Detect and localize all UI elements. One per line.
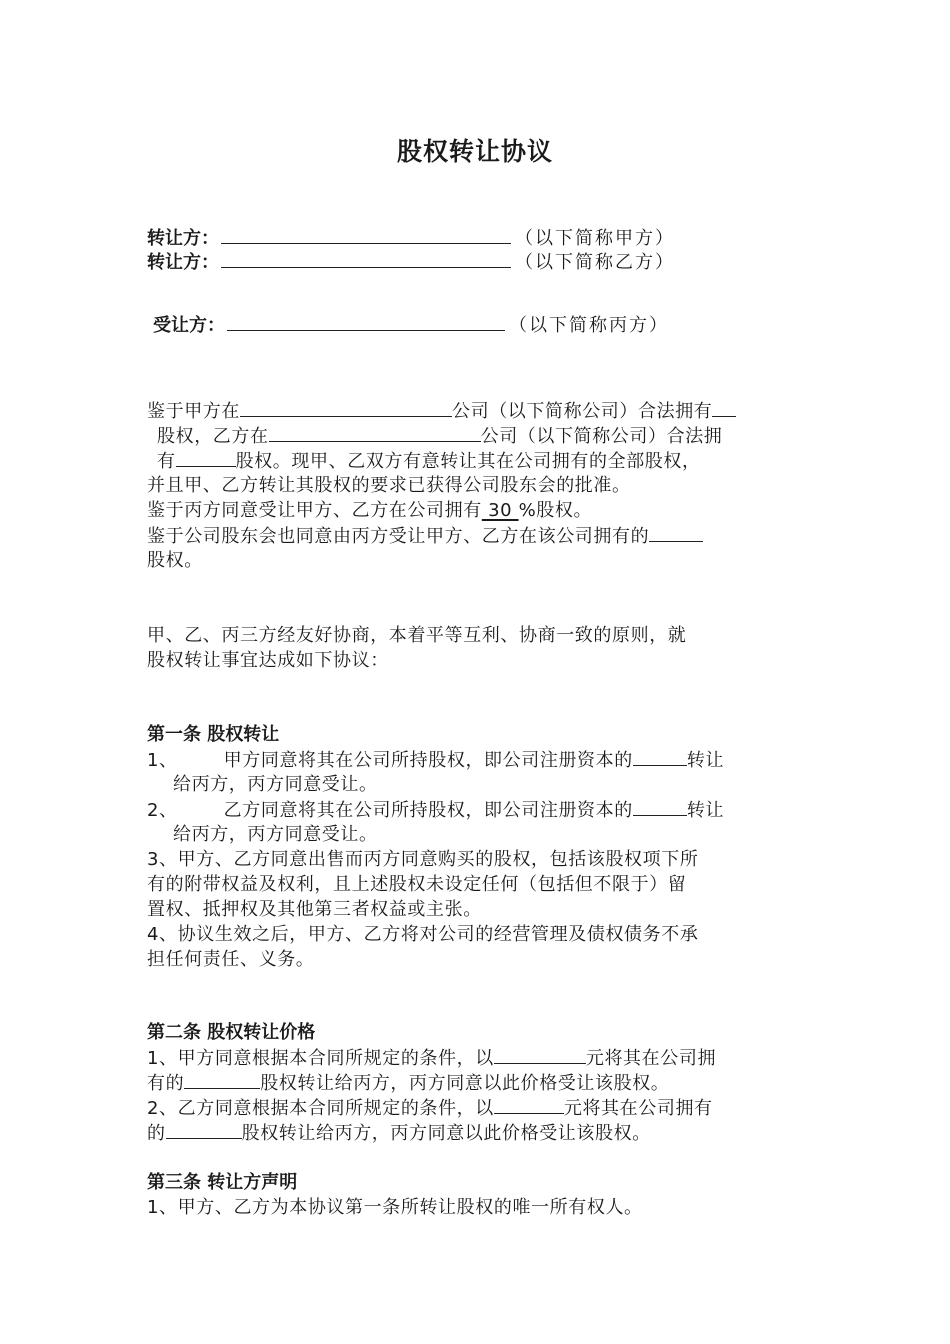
blank-field[interactable]	[494, 1045, 586, 1064]
blank-field[interactable]	[712, 398, 736, 417]
blank-field[interactable]	[176, 448, 236, 467]
recital-line: 鉴于公司股东会也同意由丙方受让甲方、乙方在该公司拥有的	[147, 523, 807, 548]
clause-line: 3、甲方、乙方同意出售而丙方同意购买的股权，包括该股权项下所	[147, 849, 699, 870]
clause-line: 1、甲方同意根据本合同所规定的条件，以 元将其在公司拥	[147, 1045, 807, 1070]
blank-field[interactable]	[633, 747, 687, 766]
article-2-heading: 第二条 股权转让价格	[147, 1022, 316, 1043]
clause-line: 置权、抵押权及其他第三者权益或主张。	[147, 899, 482, 920]
blank-field[interactable]	[494, 1095, 564, 1114]
recital-line: 鉴于丙方同意受让甲方、乙方在公司拥有 30 %股权。	[147, 500, 593, 521]
party-label: 转让方：	[147, 228, 219, 249]
blank-field[interactable]	[221, 225, 511, 244]
party-label: 受让方：	[153, 315, 225, 336]
article-3-heading: 第三条 转让方声明	[147, 1172, 298, 1193]
blank-field[interactable]	[184, 1070, 260, 1089]
blank-field[interactable]	[240, 398, 452, 417]
recital-line: 股权，乙方在 公司（以下简称公司）合法拥	[147, 423, 807, 448]
clause-line: 1、甲方、乙方为本协议第一条所转让股权的唯一所有权人。	[147, 1197, 643, 1218]
percent-value: 30	[481, 500, 519, 521]
party-transferor-b	[147, 249, 675, 275]
clause-line: 给丙方，丙方同意受让。	[173, 774, 378, 795]
clause-line: 1、 甲方同意将其在公司所持股权，即公司注册资本的 转让	[147, 747, 807, 772]
recital-line: 鉴于甲方在 公司（以下简称公司）合法拥有	[147, 398, 807, 423]
party-transferee	[153, 312, 669, 338]
clause-line: 担任何责任、义务。	[147, 949, 315, 970]
blank-field[interactable]	[269, 423, 481, 442]
party-note: （以下简称丙方）	[509, 315, 669, 336]
blank-field[interactable]	[166, 1120, 242, 1139]
document-title: 股权转让协议	[396, 137, 553, 166]
party-note: （以下简称甲方）	[515, 228, 675, 249]
clause-line: 4、协议生效之后，甲方、乙方将对公司的经营管理及债权债务不承	[147, 924, 699, 945]
recital-line: 并且甲、乙方转让其股权的要求已获得公司股东会的批准。	[147, 475, 631, 496]
clause-line: 2、乙方同意根据本合同所规定的条件，以 元将其在公司拥有	[147, 1095, 807, 1120]
blank-field[interactable]	[227, 312, 505, 331]
article-1-body	[147, 747, 807, 972]
clause-line: 有的附带权益及权利，且上述股权未设定任何（包括但不限于）留	[147, 874, 687, 895]
clause-line: 的 股权转让给丙方，丙方同意以此价格受让该股权。	[147, 1120, 807, 1145]
blank-field[interactable]	[649, 523, 703, 542]
clause-line: 2、 乙方同意将其在公司所持股权，即公司注册资本的 转让	[147, 797, 807, 822]
clause-line: 有的 股权转让给丙方，丙方同意以此价格受让该股权。	[147, 1070, 807, 1095]
party-label: 转让方：	[147, 252, 219, 273]
blank-field[interactable]	[633, 797, 687, 816]
recital-line: 有 股权。现甲、乙双方有意转让其在公司拥有的全部股权，	[147, 448, 807, 473]
recitals	[147, 398, 807, 573]
recital-line: 股权。	[147, 550, 203, 571]
clause-line: 给丙方，丙方同意受让。	[173, 824, 378, 845]
article-3-body	[147, 1195, 807, 1220]
article-1-heading: 第一条 股权转让	[147, 724, 280, 745]
party-note: （以下简称乙方）	[515, 252, 675, 273]
article-2-body	[147, 1045, 807, 1145]
blank-field[interactable]	[221, 249, 511, 268]
party-transferor-a	[147, 225, 675, 251]
preamble: 甲、乙、丙三方经友好协商，本着平等互利、协商一致的原则，就 股权转让事宜达成如下协议：	[147, 625, 687, 671]
